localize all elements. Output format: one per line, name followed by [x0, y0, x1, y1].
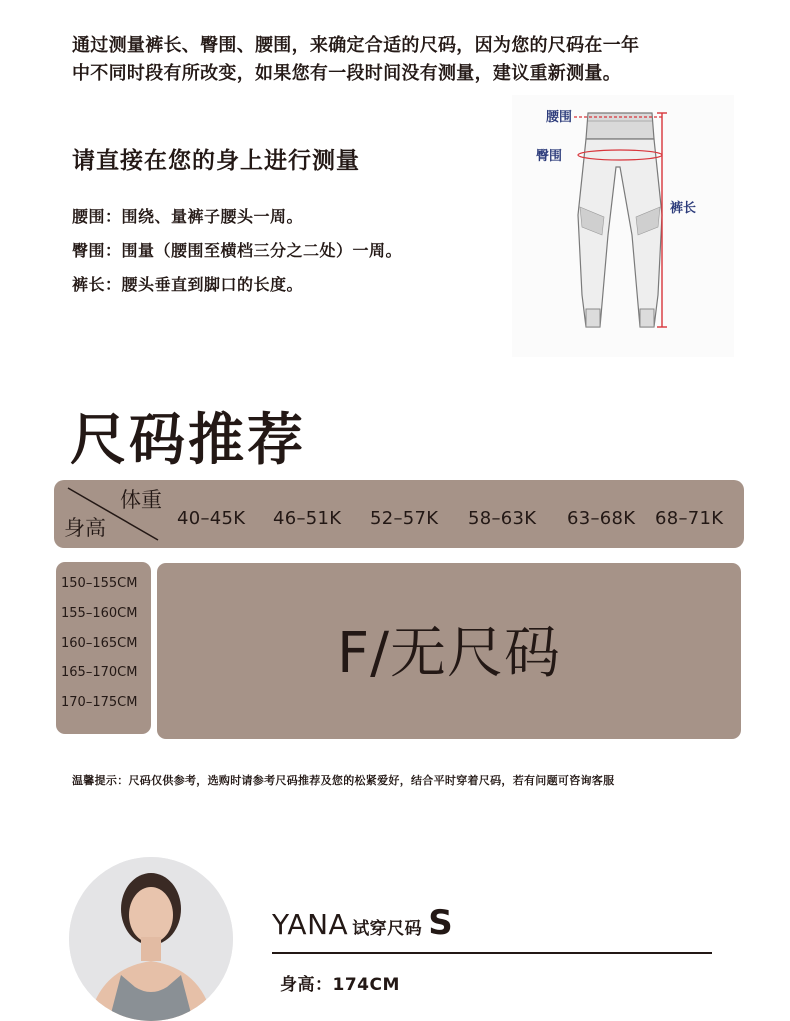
- model-divider: [272, 952, 712, 954]
- size-section-title: 尺码推荐: [70, 408, 306, 473]
- weight-col-4: 58–63K: [468, 508, 537, 529]
- weight-col-3: 52–57K: [370, 508, 439, 529]
- measure-hip: 臀围：围量（腰围至横档三分之二处）一周。: [72, 241, 403, 260]
- weight-col-6: 68–71K: [655, 508, 724, 529]
- size-tip: 温馨提示：尺码仅供参考，选购时请参考尺码推荐及您的松紧爱好，结合平时穿着尺码，若有问题可咨询客服: [72, 774, 615, 787]
- weight-col-2: 46–51K: [273, 508, 342, 529]
- model-name: YANA: [272, 908, 349, 941]
- height-row-5: 170–175CM: [61, 695, 138, 710]
- model-avatar: [69, 857, 233, 1021]
- intro-line-1: 通过测量裤长、臀围、腰围，来确定合适的尺码，因为您的尺码在一年: [72, 35, 640, 56]
- measure-waist: 腰围：围绕、量裤子腰头一周。: [72, 207, 304, 226]
- recommendation-text: F/无尺码: [336, 621, 562, 686]
- intro-line-2: 中不同时段有所改变，如果您有一段时间没有测量，建议重新测量。: [72, 63, 621, 84]
- measure-heading: 请直接在您的身上进行测量: [72, 148, 360, 174]
- weight-col-1: 40–45K: [177, 508, 246, 529]
- height-row-1: 150–155CM: [61, 576, 138, 591]
- model-fit-line: [272, 903, 453, 943]
- model-height: 身高：174CM: [280, 975, 400, 995]
- height-row-3: 160–165CM: [61, 636, 138, 651]
- corner-weight-label: 体重: [120, 488, 162, 512]
- recommendation-panel: [157, 563, 741, 739]
- model-fit-label: 试穿尺码: [352, 919, 423, 939]
- diagram-waist-label: 腰围: [546, 110, 573, 125]
- model-size: S: [428, 903, 454, 943]
- measure-length: 裤长：腰头垂直到脚口的长度。: [72, 275, 304, 294]
- height-row-2: 155–160CM: [61, 606, 138, 621]
- diagram-hip-label: 臀围: [536, 149, 563, 164]
- leggings-illustration: [512, 95, 734, 357]
- leggings-measure-diagram: [512, 95, 734, 357]
- diagram-length-label: 裤长: [670, 201, 697, 216]
- intro-text: [72, 32, 732, 88]
- height-row-4: 165–170CM: [61, 665, 138, 680]
- model-photo: [69, 857, 233, 1021]
- corner-height-label: 身高: [64, 516, 106, 540]
- weight-col-5: 63–68K: [567, 508, 636, 529]
